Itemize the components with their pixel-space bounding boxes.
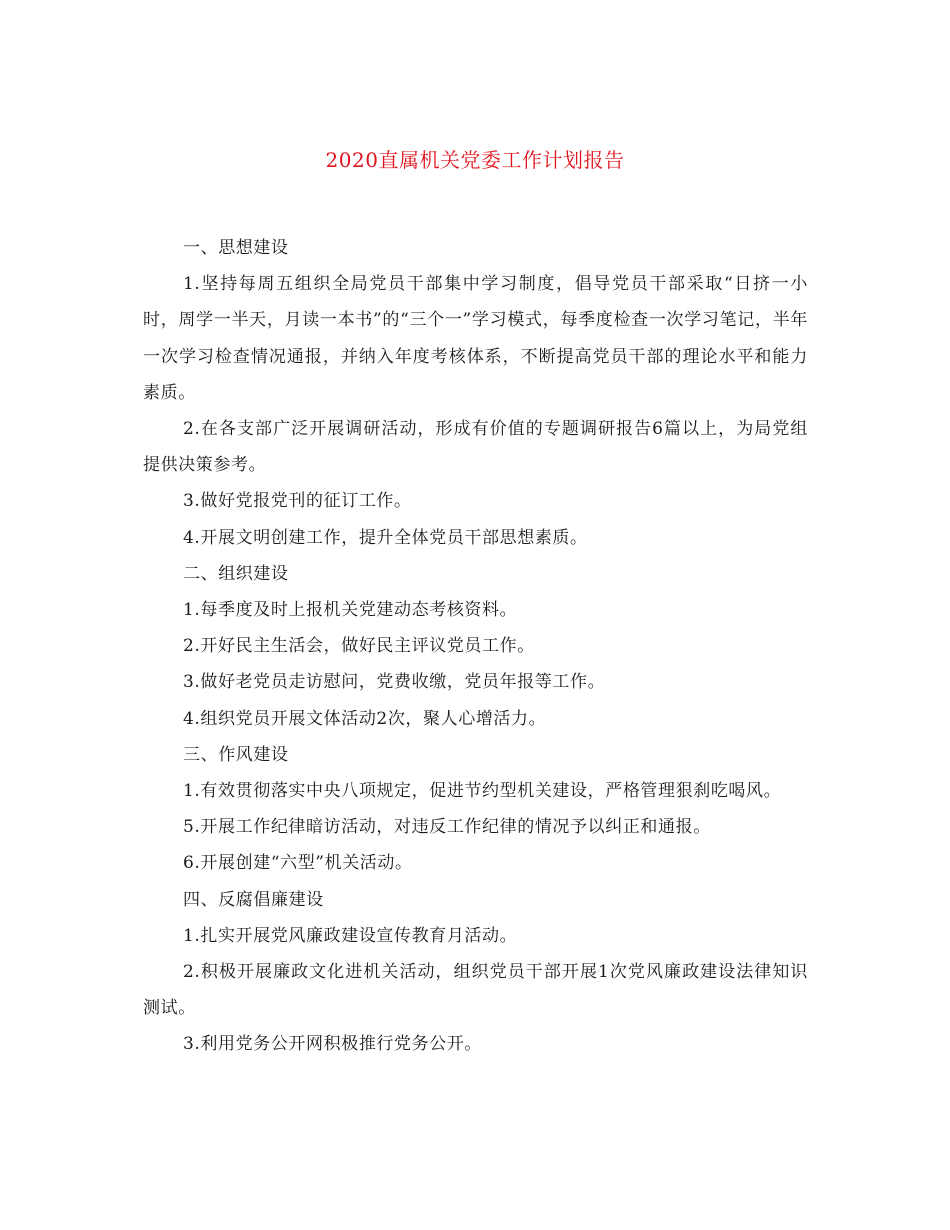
section-heading: 二、组织建设 xyxy=(183,563,289,584)
section-heading: 一、思想建设 xyxy=(183,238,289,258)
paragraph: 1.坚持每周五组织全局党员干部集中学习制度，倡导党员干部采取“日挤一小时，周学一半天，月读一本书”的“三个一”学习模式，每季度检查一次学习笔记，半年一次学习检查情况通报，并纳入年度考核体系，不断提高党员干部的理论水平和能力素质。 xyxy=(143,274,808,403)
paragraph: 2.在各支部广泛开展调研活动，形成有价值的专题调研报告6篇以上，为局党组提供决策参考。 xyxy=(143,419,808,476)
document-title: 2020直属机关党委工作计划报告 xyxy=(325,148,625,172)
paragraph: 3.利用党务公开网积极推行党务公开。 xyxy=(183,1034,483,1055)
paragraph: 4.组织党员开展文体活动2次，聚人心增活力。 xyxy=(183,708,547,729)
paragraph: 3.做好党报党刊的征订工作。 xyxy=(183,491,412,512)
section-heading: 三、作风建设 xyxy=(183,744,289,765)
document-body xyxy=(143,230,808,1063)
paragraph: 2.开好民主生活会，做好民主评议党员工作。 xyxy=(183,636,535,657)
paragraph: 1.有效贯彻落实中央八项规定，促进节约型机关建设，严格管理狠刹吃喝风。 xyxy=(183,781,782,802)
paragraph: 5.开展工作纪律暗访活动，对违反工作纪律的情况予以纠正和通报。 xyxy=(183,817,711,838)
paragraph: 1.每季度及时上报机关党建动态考核资料。 xyxy=(183,600,518,621)
paragraph: 4.开展文明创建工作，提升全体党员干部思想素质。 xyxy=(183,527,588,548)
paragraph: 2.积极开展廉政文化进机关活动，组织党员干部开展1次党风廉政建设法律知识测试。 xyxy=(143,962,808,1019)
paragraph: 1.扎实开展党风廉政建设宣传教育月活动。 xyxy=(183,925,518,946)
paragraph: 6.开展创建“六型”机关活动。 xyxy=(183,853,413,874)
paragraph: 3.做好老党员走访慰问，党费收缴，党员年报等工作。 xyxy=(183,672,606,693)
section-heading: 四、反腐倡廉建设 xyxy=(183,889,324,910)
